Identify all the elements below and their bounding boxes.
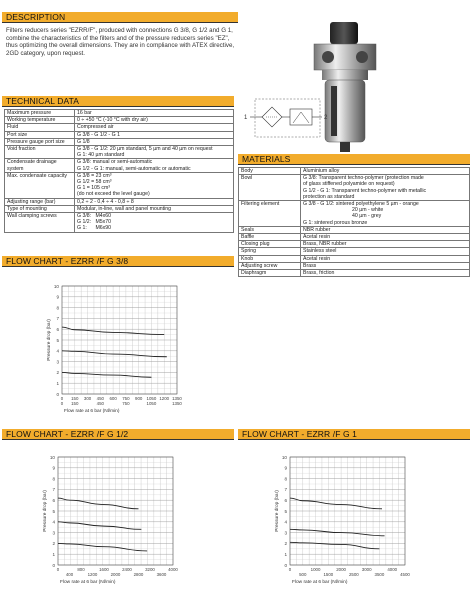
x-tick-label-alt: 3500: [374, 572, 385, 577]
series-line-1: [58, 498, 139, 509]
y-tick-label: 3: [284, 530, 287, 536]
row-value-line: G 3/8: manual or semi-automatic: [77, 159, 153, 166]
table-row: [5, 146, 234, 159]
y-tick-label: 3: [52, 530, 55, 536]
row-key: [239, 175, 301, 201]
y-tick-label: 6: [56, 327, 59, 332]
row-value-line: Compressed air: [77, 124, 114, 131]
row-value-line: Modular, in-line, wall and panel mounting: [77, 205, 172, 212]
pneumatic-symbol: [240, 95, 330, 145]
row-key-line: Bowl: [241, 175, 253, 182]
y-tick-label: 9: [284, 465, 287, 471]
row-value-line: of glass stiffened polyamide on request): [303, 181, 395, 188]
section-title: MATERIALS: [242, 154, 291, 164]
x-tick-label: 1350: [172, 396, 182, 401]
section-header-flow1: [2, 256, 234, 267]
row-key: [239, 226, 301, 233]
row-key: [5, 131, 75, 138]
y-tick-label: 1: [56, 381, 59, 386]
description-text: Filters reducers series "EZRR/F", produced with connections G 3/8, G 1/2 and G 1, combine the characteristics of the filters and of the pressure reducers series "EZ", thus optimizing the overall dimensions. They are in compliance with ATEX directive, 2GD category, upon request.: [6, 27, 235, 57]
port-in-label: 1: [244, 115, 248, 121]
row-value: [75, 131, 234, 138]
row-value: [301, 168, 470, 175]
row-key-line: Body: [241, 168, 253, 174]
row-value-line: Aluminium alloy: [303, 168, 340, 174]
section-title: DESCRIPTION: [6, 12, 66, 22]
row-value-line: Acetal resin: [303, 255, 331, 262]
y-tick-label: 3: [56, 359, 59, 365]
y-tick-label: 0: [56, 391, 59, 397]
row-key: [239, 255, 301, 262]
y-tick-label: 2: [284, 541, 287, 547]
y-tick-label: 4: [284, 519, 287, 525]
x-tick-label: 1600: [99, 567, 109, 572]
table-row: [239, 175, 470, 201]
row-value: [75, 172, 234, 198]
row-value: [75, 138, 234, 145]
table-row: [5, 110, 234, 117]
row-key: [239, 270, 301, 277]
row-key-line: Adjusting screw: [241, 262, 278, 269]
table-row: [239, 201, 470, 227]
row-key-line: Baffle: [241, 234, 255, 241]
table-row: [5, 205, 234, 212]
y-tick-label: 0: [52, 562, 55, 568]
table-row: [239, 234, 470, 241]
port-out-label: 2: [324, 115, 328, 121]
row-key-line: Port size: [7, 131, 28, 138]
table-row: [239, 226, 470, 233]
y-tick-label: 5: [284, 508, 287, 514]
row-value-line: Acetal resin: [303, 234, 331, 241]
x-tick-label: 4000: [168, 567, 178, 572]
table-row: [5, 138, 234, 145]
row-value-line: 16 bar: [77, 110, 92, 116]
row-value-line: Stainless steel: [303, 248, 337, 255]
row-value-line: G 3/8: M4x60: [77, 213, 112, 220]
row-key-line: system: [7, 165, 24, 172]
x-tick-label-alt: 1500: [323, 572, 334, 577]
row-value-line: Brass, NBR rubber: [303, 241, 347, 248]
row-value-line: G 1/2 - G 1: Transparent techno-polymer with metallic: [303, 187, 427, 194]
row-key-line: Diaphragm: [241, 270, 267, 277]
row-key-line: Void fraction: [7, 146, 36, 153]
section-header-materials: [238, 154, 470, 165]
x-tick-label-alt: 750: [122, 401, 130, 406]
row-value-line: G 1: sintered porous bronze: [303, 219, 368, 226]
row-value-line: G 3/8 = 23 cm³: [77, 172, 112, 179]
row-value: [301, 234, 470, 241]
row-value-line: (do not exceed the level gauge): [77, 191, 150, 198]
row-value: [75, 124, 234, 131]
row-value: [75, 110, 234, 117]
x-tick-label: 0: [288, 567, 292, 572]
x-tick-label-alt: 150: [71, 401, 79, 406]
row-key-line: Closing plug: [241, 241, 270, 248]
table-row: [5, 159, 234, 172]
y-tick-label: 1: [52, 552, 55, 557]
y-tick-label: 5: [52, 508, 55, 514]
section-header-flow3: [238, 429, 470, 440]
y-tick-label: 4: [56, 348, 59, 354]
row-key: [5, 213, 75, 233]
row-value: [301, 226, 470, 233]
y-tick-label: 2: [56, 370, 59, 376]
series-line-2: [58, 522, 141, 530]
section-title: FLOW CHART - EZRR /F G 3/8: [6, 256, 129, 266]
row-value-line: G 1/8: [77, 138, 90, 145]
row-value: [301, 175, 470, 201]
x-tick-label-alt: 3600: [156, 572, 167, 577]
row-value-line: Brass, friction: [303, 270, 335, 277]
y-axis-label: Pressure drop (bar): [43, 490, 48, 532]
row-key-line: Filtering element: [241, 201, 280, 208]
x-tick-label: 1000: [310, 567, 321, 572]
row-key-line: Pressure gauge port size: [7, 138, 65, 145]
row-key: [5, 205, 75, 212]
table-row: [5, 172, 234, 198]
x-tick-label-alt: 400: [65, 572, 74, 577]
x-tick-label: 4000: [387, 567, 398, 572]
row-key-line: Maximum pressure: [7, 110, 52, 116]
y-tick-label: 8: [284, 476, 287, 482]
table-row: [5, 117, 234, 124]
row-value-line: NBR rubber: [303, 226, 331, 233]
x-tick-label-alt: 1050: [146, 401, 157, 406]
row-value: [75, 213, 234, 233]
y-tick-label: 7: [52, 487, 55, 493]
table-row: [239, 255, 470, 262]
section-header-description: [2, 12, 238, 23]
x-tick-label-alt: 4500: [400, 572, 410, 577]
table-row: [239, 270, 470, 277]
y-tick-label: 8: [52, 476, 55, 482]
row-key: [239, 201, 301, 227]
x-tick-label-alt: 2800: [133, 572, 144, 577]
y-tick-label: 0: [284, 562, 287, 568]
row-key: [239, 168, 301, 175]
row-key-line: Spring: [241, 248, 256, 255]
y-tick-label: 10: [49, 454, 55, 460]
row-key-line: Wall clamping screws: [7, 213, 57, 220]
section-title: TECHNICAL DATA: [6, 96, 80, 106]
row-key: [5, 172, 75, 198]
materials-table: [238, 167, 470, 277]
x-tick-label: 1050: [146, 396, 157, 401]
row-value-line: protection as standard: [303, 193, 355, 200]
y-axis-label: Pressure drop (bar): [275, 490, 280, 532]
row-key-line: Knob: [241, 255, 254, 262]
y-tick-label: 5: [56, 337, 59, 343]
y-tick-label: 6: [284, 498, 287, 503]
y-axis-label: Pressure drop (bar): [47, 319, 52, 361]
flow-chart-g38: [40, 282, 190, 417]
row-key-line: Type of mounting: [7, 205, 47, 212]
y-tick-label: 10: [53, 283, 59, 289]
row-value: [75, 198, 234, 205]
y-tick-label: 7: [284, 487, 287, 493]
y-tick-label: 9: [56, 294, 59, 300]
x-tick-label: 0: [56, 567, 60, 572]
row-key-line: Working temperature: [7, 117, 56, 124]
table-row: [239, 168, 470, 175]
x-tick-label-alt: 2500: [348, 572, 359, 577]
row-key-line: Condensate drainage: [7, 159, 57, 166]
row-value: [75, 159, 234, 172]
x-tick-label: 600: [109, 396, 117, 401]
x-tick-label: 0: [60, 396, 64, 401]
row-value-line: 40 µm - grey: [303, 213, 382, 220]
row-value-line: G 3/8 - G 1/2: 20 µm standard, 5 µm and 40 µm on request: [77, 146, 213, 153]
y-tick-label: 6: [52, 498, 55, 503]
y-tick-label: 10: [281, 454, 287, 460]
x-tick-label: 900: [135, 396, 143, 401]
row-key: [239, 234, 301, 241]
row-value-line: G 1/2: M5x70: [77, 219, 112, 226]
row-key: [5, 198, 75, 205]
row-value: [301, 201, 470, 227]
y-tick-label: 2: [52, 541, 55, 547]
y-tick-label: 4: [52, 519, 55, 525]
row-value-line: G 1: 40 µm standard: [77, 152, 125, 159]
row-key: [5, 124, 75, 131]
table-row: [239, 262, 470, 269]
row-value-line: G 1 = 105 cm³: [77, 185, 111, 192]
table-row: [5, 131, 234, 138]
series-line-2: [62, 351, 167, 357]
x-tick-label: 150: [71, 396, 79, 401]
row-key: [5, 159, 75, 172]
x-tick-label: 300: [83, 396, 92, 401]
table-row: [5, 124, 234, 131]
y-tick-label: 8: [56, 305, 59, 311]
row-value-line: G 1: M6x90: [77, 225, 112, 232]
row-value-line: 0 ÷ +50 °C (-10 °C with dry air): [77, 117, 148, 124]
table-row: [239, 248, 470, 255]
row-value-line: G 1/2 = 58 cm³: [77, 179, 112, 186]
section-title: FLOW CHART - EZRR /F G 1/2: [6, 429, 129, 439]
series-line-1: [290, 498, 382, 509]
section-header-technical: [2, 96, 234, 107]
x-tick-label: 3000: [361, 567, 372, 572]
x-tick-label-alt: 0: [60, 401, 64, 406]
row-value-line: G 3/8 - G 1/2: sintered polyethylene 5 µm - orange: [303, 201, 419, 208]
table-row: [239, 241, 470, 248]
row-key-line: Seals: [241, 226, 254, 233]
section-title: FLOW CHART - EZRR /F G 1: [242, 429, 357, 439]
x-tick-label-alt: 1200: [87, 572, 98, 577]
row-key-line: Adjusting range (bar): [7, 198, 56, 205]
x-tick-label: 750: [122, 396, 130, 401]
y-tick-label: 7: [56, 316, 59, 322]
row-key-line: Max. condensate capacity: [7, 172, 67, 179]
x-tick-label: 450: [96, 396, 104, 401]
row-value-line: 20 µm - white: [303, 207, 384, 214]
row-key: [239, 262, 301, 269]
row-value: [75, 146, 234, 159]
x-tick-label: 1200: [159, 396, 170, 401]
row-value: [301, 255, 470, 262]
x-tick-label: 800: [77, 567, 85, 572]
x-tick-label-alt: 450: [96, 401, 104, 406]
flow-chart-g1: [268, 453, 418, 588]
x-tick-label-alt: 1350: [172, 401, 182, 406]
row-value-line: 0,2 ÷ 2 - 0,4 ÷ 4 - 0,8 ÷ 8: [77, 198, 134, 205]
row-value: [75, 117, 234, 124]
y-tick-label: 1: [284, 552, 287, 557]
row-key: [5, 110, 75, 117]
technical-data-table: [4, 109, 234, 233]
row-key: [5, 117, 75, 124]
row-key: [239, 241, 301, 248]
row-key: [5, 138, 75, 145]
x-tick-label: 3200: [145, 567, 155, 572]
x-tick-label-alt: 2000: [110, 572, 121, 577]
row-value-line: G 3/8 - G 1/2 - G 1: [77, 131, 120, 138]
x-axis-label: Flow rate at 6 bar (Nl/min): [64, 409, 120, 414]
row-value-line: G 1/2 - G 1: manual, semi-automatic or automatic: [77, 165, 191, 172]
row-value: [301, 248, 470, 255]
table-row: [5, 213, 234, 233]
y-tick-label: 9: [52, 465, 55, 471]
x-tick-label-alt: 500: [299, 572, 307, 577]
row-key-line: Fluid: [7, 124, 19, 131]
x-tick-label: 2400: [122, 567, 132, 572]
row-key: [239, 248, 301, 255]
row-value-line: G 3/8: Transparent techno-polymer (protection made: [303, 175, 424, 182]
row-value: [75, 205, 234, 212]
x-axis-label: Flow rate at 6 bar (Nl/min): [60, 580, 116, 585]
table-row: [5, 198, 234, 205]
x-axis-label: Flow rate at 6 bar (Nl/min): [292, 580, 348, 585]
row-value: [301, 262, 470, 269]
flow-chart-g12: [36, 453, 186, 588]
x-tick-label: 2000: [336, 567, 347, 572]
row-key: [5, 146, 75, 159]
row-value-line: Brass: [303, 262, 317, 269]
row-value: [301, 241, 470, 248]
section-header-flow2: [2, 429, 234, 440]
row-value: [301, 270, 470, 277]
